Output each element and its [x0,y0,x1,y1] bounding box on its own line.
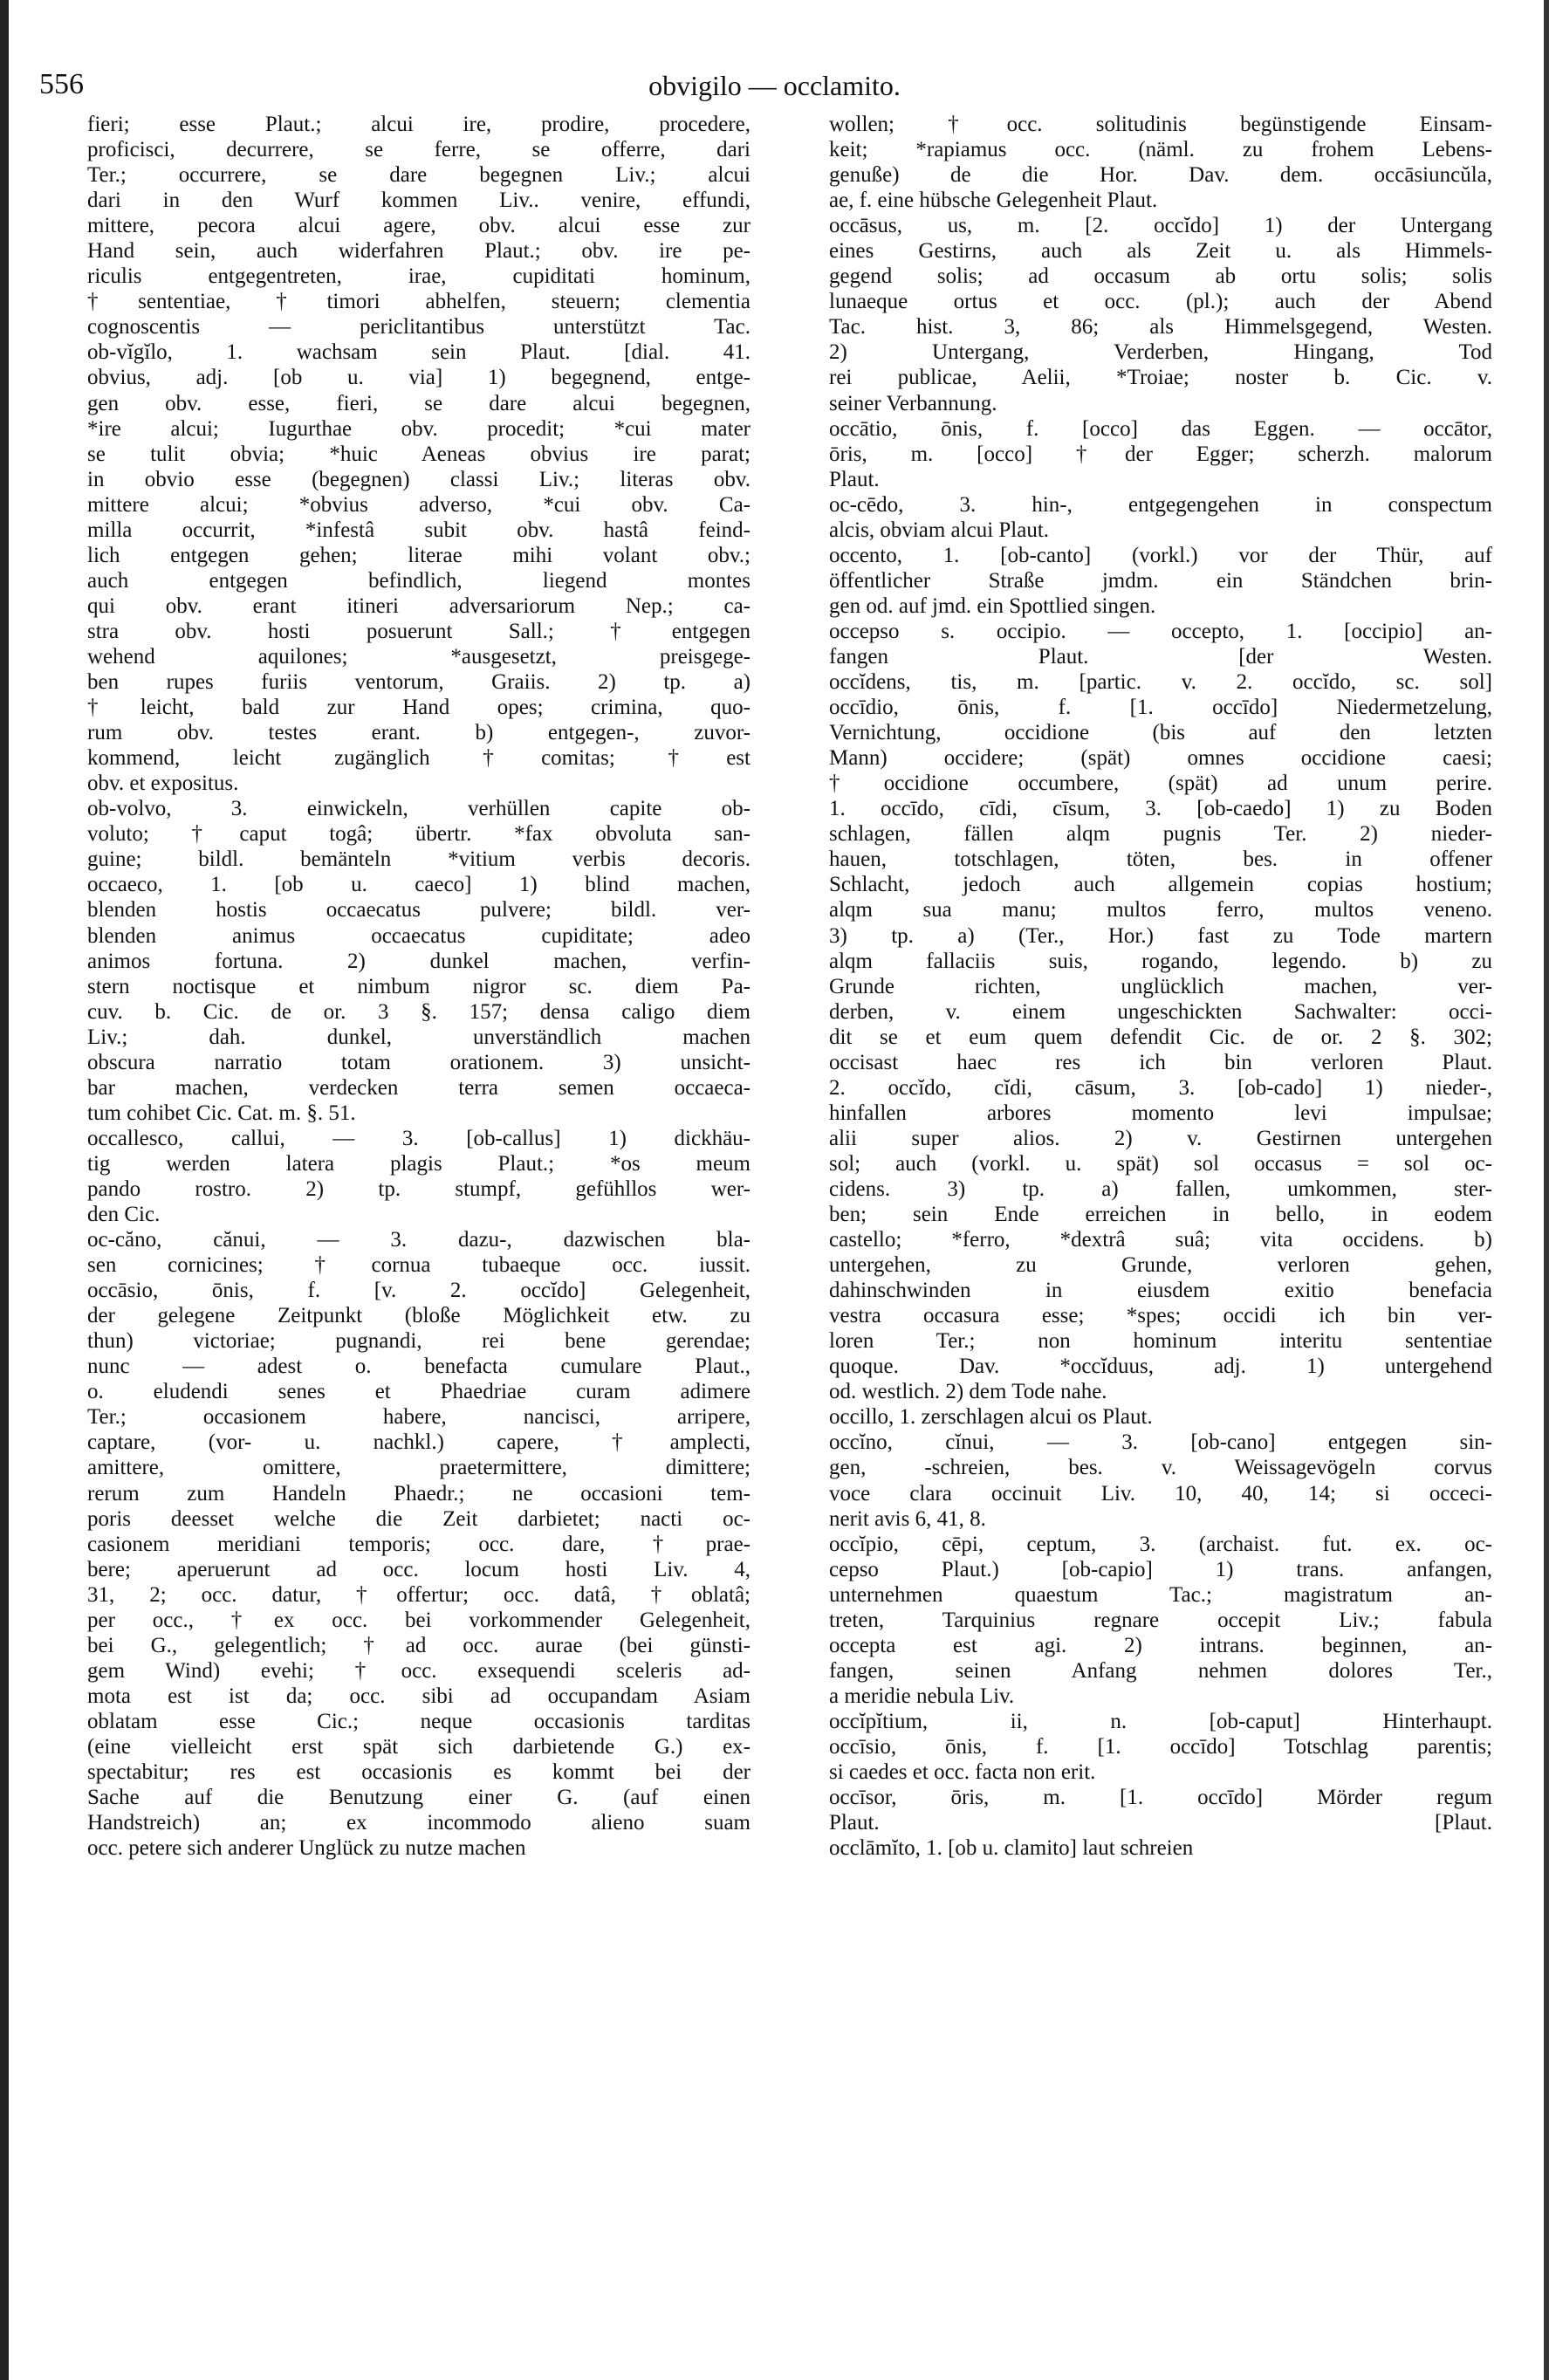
text-line: 31, 2; occ. datur, †offertur; occ. datâ, †oblatâ; [87,1582,751,1607]
text-line: tum cohibet Cic. Cat. m. §. 51. [87,1101,356,1125]
text-line: wehend aquilones; *ausgesetzt, preisgege- [87,644,751,669]
text-line: Ter.; occurrere, se dare begegnen Liv.; alcui [87,163,751,188]
text-line: voce clara occinuit Liv. 10, 40, 14; si occeci- [829,1481,1492,1506]
text-line: ben; sein Ende erreichen in bello, in eodem [829,1203,1492,1227]
text-line: occātio, ōnis, f. [occo] das Eggen. — occātor, [829,416,1492,441]
text-line: spectabitur; res est occasionis es kommt bei der [87,1760,751,1785]
text-line: in obvio esse (begegnen) classi Liv.; literas obv. [87,467,751,491]
text-line: occallesco, callui, — 3. [ob-callus] 1) dickhäu- [87,1126,751,1150]
text-line: oblatam esse Cic.; neque occasionis tarditas [87,1709,751,1733]
text-line: unternehmen quaestum Tac.; magistratum an- [829,1582,1492,1607]
text-line: occepso s. occipio. — occepto, 1. [occipio] an- [829,619,1492,643]
text-line: captare, (vor- u. nachkl.) capere, †amplecti, [87,1430,751,1455]
text-line: castello; *ferro, *dextrâ suâ; vita occidens. b) [829,1228,1492,1252]
text-line: alqm sua manu; multos ferro, multos veneno. [829,898,1492,923]
text-line: obvius, adj. [ob u. via] 1) begegnend, entge- [87,366,751,390]
text-line: poris deesset welche die Zeit darbietet; nacti oc- [87,1506,751,1531]
text-line: voluto; †caput togâ; übertr. *fax obvoluta san- [87,822,751,847]
text-line: animos fortuna. 2) dunkel machen, verfin- [87,949,751,973]
text-line: fieri; esse Plaut.; alcui ire, prodire, procedere, [87,113,751,136]
text-line: Mann) occidere; (spät) omnes occidione caesi; [829,746,1492,771]
text-line: Sache auf die Benutzung einer G. (auf einen [87,1786,751,1810]
text-line: der gelegene Zeitpunkt (bloße Möglichkeit etw. zu [87,1304,751,1328]
text-line: bar machen, verdecken terra semen occaeca- [87,1075,751,1100]
text-line: Handstreich) an; ex incommodo alieno suam [87,1811,751,1835]
text-line: auch entgegen befindlich, liegend montes [87,568,751,593]
text-line: Grunde richten, unglücklich machen, ver- [829,974,1492,998]
text-line: blenden animus occaecatus cupiditate; adeo [87,923,751,948]
text-line: wollen; †occ. solitudinis begünstigende Einsam- [829,113,1492,136]
text-line: loren Ter.; non hominum interitu sententiae [829,1329,1492,1354]
text-line: fangen, seinen Anfang nehmen dolores Ter., [829,1658,1492,1683]
text-line: occāsus, us, m. [2. occĭdo] 1) der Untergang [829,214,1492,238]
text-line: hinfallen arbores momento levi impulsae; [829,1101,1492,1125]
text-line: occaeco, 1. [ob u. caeco] 1) blind machen, [87,873,751,897]
text-line: Liv.; dah. dunkel, unverständlich machen [87,1025,751,1049]
text-line: treten, Tarquinius regnare occepit Liv.; fabula [829,1608,1492,1632]
text-line: ob-vĭgĭlo, 1. wachsam sein Plaut. [dial. 41. [87,340,751,365]
text-line: obscura narratio totam orationem. 3) unsicht- [87,1050,751,1074]
text-line: se tulit obvia; *huic Aeneas obvius ire parat; [87,442,751,466]
text-line: mittere alcui; *obvius adverso, *cui obv. Ca- [87,492,751,517]
text-line: proficisci, decurrere, se ferre, se offerre, dari [87,138,751,162]
text-line: fangen Plaut. [der Westen. [829,644,1492,669]
text-line: sol; auch (vorkl. u. spät) sol occasus = sol oc- [829,1151,1492,1176]
text-line: seiner Verbannung. [829,391,997,415]
text-line: alii super alios. 2) v. Gestirnen untergehen [829,1126,1492,1150]
text-line: occisast haec res ich bin verloren Plaut. [829,1050,1492,1074]
text-line: keit; *rapiamus occ. (näml. zu frohem Lebens- [829,138,1492,162]
text-line: pando rostro. 2) tp. stumpf, gefühllos wer- [87,1176,751,1201]
text-line: Plaut. [Plaut. [829,1811,1492,1835]
text-line: ob-volvo, 3. einwickeln, verhüllen capite ob- [87,797,751,821]
text-line: 1. occīdo, cīdi, cīsum, 3. [ob-caedo] 1) zu Boden [829,797,1492,821]
text-line: dari in den Wurf kommen Liv.. venire, effundi, [87,189,751,213]
text-line: untergehen, zu Grunde, verloren gehen, [829,1253,1492,1278]
text-line: gen, -schreien, bes. v. Weissagevögeln corvus [829,1456,1492,1480]
text-line: qui obv. erant itineri adversariorum Nep.; ca- [87,593,751,618]
text-line: per occ., †ex occ. bei vorkommender Gelegenheit, [87,1608,751,1632]
column-left [87,112,751,1861]
text-line: cidens. 3) tp. a) fallen, umkommen, ster- [829,1176,1492,1201]
running-head: obvigilo — occlamito. [648,70,901,101]
text-line: occīsor, ōris, m. [1. occīdo] Mörder regum [829,1786,1492,1810]
text-line: gegend solis; ad occasum ab ortu solis; solis [829,264,1492,289]
text-line: occ. petere sich anderer Unglück zu nutze machen [87,1836,526,1861]
text-line: 2. occĭdo, cĭdi, cāsum, 3. [ob-cado] 1) nieder-, [829,1075,1492,1100]
text-line: oc-căno, cănui, — 3. dazu-, dazwischen bla- [87,1228,751,1252]
text-line: eines Gestirns, auch als Zeit u. als Himmels- [829,239,1492,264]
text-line: gen od. auf jmd. ein Spottlied singen. [829,593,1156,618]
text-line: rum obv. testes erant. b) entgegen-, zuvor- [87,721,751,745]
text-line: (eine vielleicht erst spät sich darbietende G.) ex- [87,1735,751,1759]
text-line: vestra occasura esse; *spes; occidi ich bin ver- [829,1304,1492,1328]
text-line: guine; bildl. bemänteln *vitium verbis decoris. [87,847,751,872]
text-line: occīdio, ōnis, f. [1. occīdo] Niedermetzelung, [829,696,1492,720]
text-line: öffentlicher Straße jmdm. ein Ständchen brin- [829,568,1492,593]
text-line: occīsio, ōnis, f. [1. occīdo] Totschlag parentis; [829,1735,1492,1759]
text-line: occĭpĭtium, ii, n. [ob-caput] Hinterhaupt. [829,1709,1492,1733]
text-line: a meridie nebula Liv. [829,1684,1015,1708]
text-line: obv. et expositus. [87,772,239,796]
text-line: †occidione occumbere, (spät) ad unum perire. [829,772,1492,796]
text-line: cepso Plaut.) [ob-capio] 1) trans. anfangen, [829,1557,1492,1581]
text-line: occĭno, cĭnui, — 3. [ob-cano] entgegen sin- [829,1430,1492,1455]
text-line: thun) victoriae; pugnandi, rei bene gerendae; [87,1329,751,1354]
text-line: occĭpio, cēpi, ceptum, 3. (archaist. fut. ex. oc- [829,1532,1492,1556]
text-line: od. westlich. 2) dem Tode nahe. [829,1380,1107,1404]
text-line: bei G., gelegentlich; †ad occ. aurae (bei günsti- [87,1633,751,1657]
text-line: 2) Untergang, Verderben, Hingang, Tod [829,340,1492,365]
text-line: si caedes et occ. facta non erit. [829,1760,1096,1785]
text-line: riculis entgegentreten, irae, cupiditati hominum, [87,264,751,289]
text-line: blenden hostis occaecatus pulvere; bildl. ver- [87,898,751,923]
text-line: casionem meridiani temporis; occ. dare, †prae- [87,1532,751,1556]
text-line: 3) tp. a) (Ter., Hor.) fast zu Tode martern [829,923,1492,948]
page-number: 556 [39,68,84,100]
text-line: den Cic. [87,1203,161,1227]
text-line: alcis, obviam alcui Plaut. [829,518,1050,542]
text-line: ae, f. eine hübsche Gelegenheit Plaut. [829,189,1158,213]
text-line: mota est ist da; occ. sibi ad occupandam Asiam [87,1684,751,1708]
text-line: amittere, omittere, praetermittere, dimittere; [87,1456,751,1480]
text-line: stra obv. hosti posuerunt Sall.; †entgegen [87,619,751,643]
text-line: Vernichtung, occidione (bis auf den letzten [829,721,1492,745]
text-line: derben, v. einem ungeschickten Sachwalter: occi- [829,999,1492,1024]
text-line: alqm fallaciis suis, rogando, legendo. b) zu [829,949,1492,973]
text-line: occĭdens, tis, m. [partic. v. 2. occĭdo, sc. sol] [829,670,1492,695]
text-line: Plaut. [829,467,880,491]
text-line: Schlacht, jedoch auch allgemein copias hostium; [829,873,1492,897]
text-line: lich entgegen gehen; literae mihi volant obv.; [87,543,751,567]
text-line: †sententiae, †timori abhelfen, steuern; clementia [87,290,751,314]
text-line: cuv. b. Cic. de or. 3 §. 157; densa caligo diem [87,999,751,1024]
text-line: bere; aperuerunt ad occ. locum hosti Liv. 4, [87,1557,751,1581]
text-line: o. eludendi senes et Phaedriae curam adimere [87,1380,751,1404]
text-line: oc-cēdo, 3. hin-, entgegengehen in conspectum [829,492,1492,517]
text-line: occāsio, ōnis, f. [v. 2. occĭdo] Gelegenheit, [87,1279,751,1303]
text-line: ōris, m. [occo] †der Egger; scherzh. malorum [829,442,1492,466]
text-line: gem Wind) evehi; †occ. exsequendi sceleris ad- [87,1658,751,1683]
text-line: *ire alcui; Iugurthae obv. procedit; *cui mater [87,416,751,441]
text-line: stern noctisque et nimbum nigror sc. diem Pa- [87,974,751,998]
text-line: Hand sein, auch widerfahren Plaut.; obv. ire pe- [87,239,751,264]
text-line: occepta est agi. 2) intrans. beginnen, an- [829,1633,1492,1657]
text-line: quoque. Dav. *occĭduus, adj. 1) untergehend [829,1355,1492,1379]
text-line: Ter.; occasionem habere, nancisci, arripere, [87,1405,751,1430]
text-line: rerum zum Handeln Phaedr.; ne occasioni tem- [87,1481,751,1506]
text-line: occento, 1. [ob-canto] (vorkl.) vor der Thür, auf [829,543,1492,567]
text-line: †leicht, bald zur Hand opes; crimina, quo- [87,696,751,720]
text-line: rei publicae, Aelii, *Troiae; noster b. Cic. v. [829,366,1492,390]
text-line: gen obv. esse, fieri, se dare alcui begegnen, [87,391,751,415]
text-line: schlagen, fällen alqm pugnis Ter. 2) nieder- [829,822,1492,847]
text-line: occlāmĭto, 1. [ob u. clamito] laut schreien [829,1836,1194,1861]
text-line: mittere, pecora alcui agere, obv. alcui esse zur [87,214,751,238]
text-line: dit se et eum quem defendit Cic. de or. 2 §. 302; [829,1025,1492,1049]
text-line: sen cornicines; †cornua tubaeque occ. iussit. [87,1253,751,1278]
text-line: hauen, totschlagen, töten, bes. in offener [829,847,1492,872]
text-line: ben rupes furiis ventorum, Graiis. 2) tp. a) [87,670,751,695]
column-right [829,112,1492,1861]
text-line: tig werden latera plagis Plaut.; *os meum [87,1151,751,1176]
text-line: nerit avis 6, 41, 8. [829,1506,986,1531]
scan-edge-left [0,0,9,2380]
text-line: occillo, 1. zerschlagen alcui os Plaut. [829,1405,1153,1430]
text-line: genuße) de die Hor. Dav. dem. occāsiuncŭla, [829,163,1492,188]
scan-edge-right [1544,0,1549,2380]
text-line: kommend, leicht zugänglich †comitas; †est [87,746,751,771]
text-line: cognoscentis — periclitantibus unterstützt Tac. [87,315,751,340]
text-line: Tac. hist. 3, 86; als Himmelsgegend, Westen. [829,315,1492,340]
text-line: lunaeque ortus et occ. (pl.); auch der Abend [829,290,1492,314]
text-line: dahinschwinden in eiusdem exitio benefacia [829,1279,1492,1303]
text-line: milla occurrit, *infestâ subit obv. hastâ feind- [87,518,751,542]
text-line: nunc — adest o. benefacta cumulare Plaut., [87,1355,751,1379]
